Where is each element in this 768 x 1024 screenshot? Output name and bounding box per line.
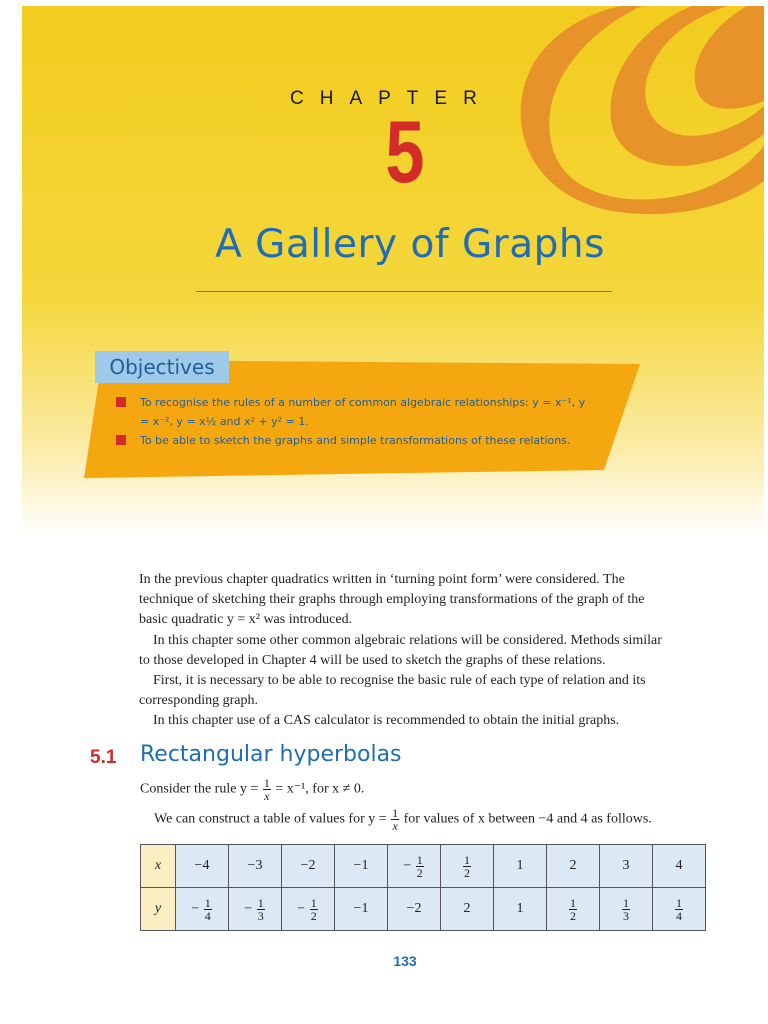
bullet-icon bbox=[116, 435, 126, 445]
objective-item bbox=[116, 393, 586, 431]
table-cell-y: −1 bbox=[335, 888, 388, 931]
table-intro-line bbox=[154, 807, 652, 832]
objective-text: To recognise the rules of a number of common algebraic relationships: y = x⁻¹, y = x⁻², y = x½ and x² + y² = 1. bbox=[140, 396, 586, 428]
table-cell-x: 4 bbox=[653, 845, 706, 888]
table-cell-y: − $\frac{1}{3}$ bbox=[229, 888, 282, 931]
chapter-number: 5 bbox=[385, 102, 425, 201]
table-cell-y bbox=[547, 888, 600, 931]
intro-paragraph: In this chapter some other common algebraic relations will be considered. Methods similar to those developed in Chapter 4 will be used to sketch the graphs of these relations. bbox=[139, 632, 662, 668]
fraction: $\frac{1}{3}$ bbox=[257, 895, 264, 923]
objective-item bbox=[116, 431, 586, 450]
table-prefix: We can construct a table of values for y = bbox=[154, 811, 387, 827]
one-over-x: $\frac{1}{x}$ bbox=[392, 806, 399, 833]
section-number: 5.1 bbox=[90, 747, 117, 768]
bullet-icon bbox=[116, 397, 126, 407]
fraction: $\frac{1}{2}$ bbox=[416, 852, 423, 880]
fraction: $\frac{1}{2}$ bbox=[464, 852, 470, 880]
one-over-x: $\frac{1}{x}$ bbox=[263, 776, 270, 803]
table-cell-y: − $\frac{1}{2}$ bbox=[282, 888, 335, 931]
table-cell-y bbox=[653, 888, 706, 931]
table-cell-x: −1 bbox=[335, 845, 388, 888]
table-row-y bbox=[141, 888, 706, 931]
table-cell-x bbox=[441, 845, 494, 888]
table-cell-x: 3 bbox=[600, 845, 653, 888]
table-cell-x: 1 bbox=[494, 845, 547, 888]
rule-prefix: Consider the rule y = bbox=[140, 781, 259, 797]
table-cell-y: − $\frac{1}{4}$ bbox=[176, 888, 229, 931]
fraction: $\frac{1}{2}$ bbox=[570, 895, 576, 923]
intro-paragraph: In the previous chapter quadratics written in ‘turning point form’ were considered. The technique of sketching their graphs through employing transformations of the graph of the basic quadratic y = x² was introduced. bbox=[139, 572, 645, 628]
table-row-x bbox=[141, 845, 706, 888]
swirl-decoration bbox=[492, 6, 764, 221]
table-cell-x: 2 bbox=[547, 845, 600, 888]
intro-paragraph: First, it is necessary to be able to recognise the basic rule of each type of relation and its corresponding graph. bbox=[139, 673, 646, 709]
rule-line bbox=[140, 777, 364, 802]
table-cell-x: − $\frac{1}{2}$ bbox=[388, 845, 441, 888]
x-header: x bbox=[141, 845, 176, 888]
table-cell-x: −3 bbox=[229, 845, 282, 888]
fraction: $\frac{1}{4}$ bbox=[204, 895, 211, 923]
page-number: 133 bbox=[393, 953, 417, 969]
table-suffix: for values of x between −4 and 4 as follows. bbox=[403, 811, 652, 827]
objective-text: To be able to sketch the graphs and simple transformations of these relations. bbox=[140, 434, 571, 447]
table-cell-x: −4 bbox=[176, 845, 229, 888]
intro-paragraph: In this chapter use of a CAS calculator is recommended to obtain the initial graphs. bbox=[153, 713, 620, 729]
chapter-label: CHAPTER bbox=[290, 88, 493, 109]
y-header: y bbox=[141, 888, 176, 931]
table-cell-y bbox=[600, 888, 653, 931]
fraction: $\frac{1}{3}$ bbox=[623, 895, 629, 923]
fraction: $\frac{1}{4}$ bbox=[676, 895, 682, 923]
table-cell-y: 1 bbox=[494, 888, 547, 931]
values-table bbox=[140, 844, 706, 931]
title-divider bbox=[196, 291, 612, 292]
table-cell-y: −2 bbox=[388, 888, 441, 931]
chapter-title: A Gallery of Graphs bbox=[215, 222, 605, 267]
intro-text bbox=[139, 570, 669, 732]
rule-suffix: = x⁻¹, for x ≠ 0. bbox=[275, 781, 365, 797]
objectives-list bbox=[116, 393, 586, 450]
table-cell-y: 2 bbox=[441, 888, 494, 931]
objectives-heading: Objectives bbox=[95, 351, 229, 383]
fraction: $\frac{1}{2}$ bbox=[310, 895, 317, 923]
section-title: Rectangular hyperbolas bbox=[140, 742, 402, 767]
table-cell-x: −2 bbox=[282, 845, 335, 888]
